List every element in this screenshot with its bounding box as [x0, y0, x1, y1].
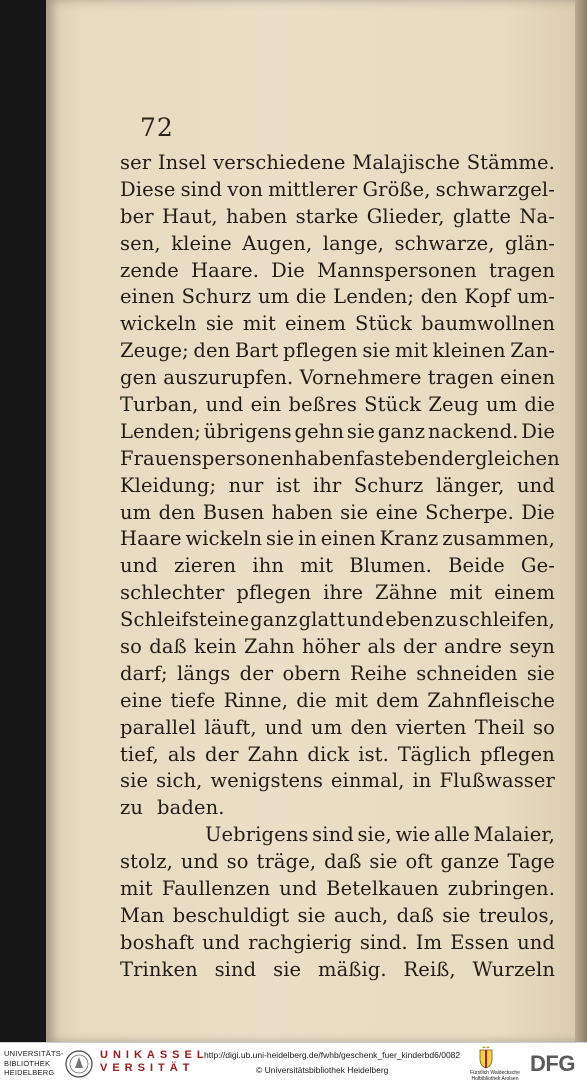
- word: andre: [444, 635, 503, 659]
- university-seal-icon: [64, 1047, 94, 1081]
- text-line: [120, 553, 555, 580]
- word: Stück: [364, 393, 422, 417]
- word: und: [517, 930, 555, 954]
- text-line: [120, 365, 555, 392]
- word: wenigstens: [210, 769, 323, 793]
- word: Trinken: [120, 957, 198, 981]
- word: zu: [120, 796, 144, 820]
- word: eine: [375, 500, 418, 524]
- text-line: [120, 419, 555, 446]
- text-line: [120, 903, 555, 930]
- word: Flußwasser: [439, 769, 555, 793]
- word: längs: [176, 661, 231, 685]
- word: Kranz: [379, 527, 439, 551]
- word: kleinen: [432, 339, 506, 363]
- arolsen-logo-line: Hofbibliothek Arolsen: [471, 1076, 519, 1082]
- heidelberg-logo-line: HEIDELBERG: [4, 1068, 55, 1077]
- word: ihre: [323, 581, 364, 605]
- word: Malaier,: [473, 823, 555, 847]
- word: eben: [392, 446, 442, 470]
- arolsen-library-logo[interactable]: [462, 1070, 528, 1082]
- word: den: [420, 285, 458, 309]
- word: Malajische: [352, 151, 461, 174]
- word: ist.: [358, 742, 389, 766]
- word: Die: [271, 258, 305, 282]
- word: Schurz: [181, 285, 252, 309]
- word: sie: [340, 500, 369, 524]
- text-line: [120, 580, 555, 607]
- word: Insel: [157, 151, 207, 174]
- word: zieren: [174, 554, 237, 578]
- word: oft: [405, 850, 433, 874]
- word: daß: [396, 903, 434, 927]
- page-text: [120, 150, 560, 984]
- arolsen-logo-line: Fürstlich Waldecksche: [470, 1070, 520, 1076]
- word: als: [367, 635, 396, 659]
- word: sie: [346, 419, 375, 443]
- text-line: [120, 231, 555, 258]
- text-line: [120, 661, 555, 688]
- dfg-logo[interactable]: DFG: [530, 1051, 575, 1076]
- copyright-notice: © Universitätsbibliothek Heidelberg: [256, 1065, 389, 1075]
- word: sich,: [156, 769, 203, 793]
- word: tief,: [120, 742, 159, 766]
- word: Beide: [448, 554, 505, 578]
- word: Rinne,: [223, 688, 288, 712]
- word: tragen: [489, 258, 555, 282]
- word: Frauenspersonen: [120, 446, 295, 470]
- word: den: [350, 715, 388, 739]
- word: Zeuge;: [120, 339, 189, 363]
- text-line: [120, 446, 560, 473]
- word: Haare.: [191, 258, 259, 282]
- text-line: [120, 150, 555, 177]
- text-line: [120, 822, 555, 849]
- word: schleifen,: [458, 608, 555, 632]
- word: tragen: [427, 366, 494, 390]
- text-line: [120, 607, 555, 634]
- word: und: [120, 554, 158, 578]
- word: die: [295, 285, 327, 309]
- word: wie: [395, 823, 431, 847]
- word: wickeln: [185, 527, 263, 551]
- word: träge,: [256, 850, 317, 874]
- word: Stück: [355, 312, 413, 336]
- word: Kleidung;: [120, 473, 217, 497]
- word: sind: [312, 823, 354, 847]
- text-line: [120, 795, 555, 822]
- word: sind: [214, 957, 257, 981]
- document-url-link[interactable]: http://digi.ub.uni-heidelberg.de/fwhb/geschenk_fuer_kinderbd6/0082: [204, 1050, 461, 1060]
- word: so: [533, 715, 555, 739]
- word: Faullenzen: [161, 877, 271, 901]
- word: boshaft: [120, 930, 195, 954]
- text-line: [120, 957, 555, 984]
- word: Betelkauen: [326, 877, 439, 901]
- word: die: [524, 393, 555, 417]
- page-edge: [575, 0, 587, 1042]
- text-line: [120, 258, 555, 285]
- word: fast: [355, 446, 393, 470]
- word: den: [158, 500, 196, 524]
- word: sie: [273, 957, 302, 981]
- word: Die: [521, 419, 555, 443]
- word: ser: [120, 151, 152, 174]
- text-line: [120, 688, 555, 715]
- word: Lenden;: [333, 285, 415, 309]
- word: tiefe: [170, 688, 216, 712]
- text-line: [120, 500, 555, 527]
- word: ganze: [440, 850, 500, 874]
- word: daß: [324, 850, 362, 874]
- word: Lenden;: [120, 419, 201, 443]
- kassel-university-logo[interactable]: [100, 1049, 209, 1081]
- text-line: [120, 284, 555, 311]
- word: sie: [526, 661, 555, 685]
- word: Glieder,: [366, 204, 445, 228]
- word: glatte: [452, 204, 512, 228]
- word: einen: [500, 366, 555, 390]
- text-line: [120, 742, 555, 769]
- word: Größe,: [362, 177, 431, 201]
- word: schwarze,: [394, 231, 495, 255]
- word: Schleifsteine: [120, 608, 250, 632]
- word: länger,: [435, 473, 505, 497]
- word: mit: [395, 339, 428, 363]
- word: sie: [362, 339, 391, 363]
- word: darf;: [120, 661, 168, 685]
- word: obern: [282, 661, 341, 685]
- word: höher: [301, 635, 361, 659]
- word: ihr: [312, 473, 342, 497]
- word: schlechter: [120, 581, 225, 605]
- word: Wurzeln: [472, 957, 555, 981]
- word: treulos,: [478, 903, 555, 927]
- word: schneiden: [416, 661, 518, 685]
- word: glän-: [505, 231, 555, 255]
- word: beschuldigt: [172, 903, 290, 927]
- word: haben: [271, 500, 333, 524]
- word: Augen,: [242, 231, 313, 255]
- word: sie: [266, 527, 295, 551]
- word: kleine: [171, 231, 232, 255]
- word: Kopf: [464, 285, 511, 309]
- word: lange,: [322, 231, 384, 255]
- kassel-logo-line: VERSITÄT: [100, 1062, 195, 1074]
- text-line: [120, 473, 555, 500]
- text-line: [120, 392, 555, 419]
- word: der: [239, 661, 274, 685]
- word: haben: [226, 204, 288, 228]
- word: Bart: [234, 339, 279, 363]
- word: Vornehmere: [299, 366, 422, 390]
- word: einmal,: [330, 769, 405, 793]
- word: verschiedene: [213, 151, 346, 174]
- word: sie,: [357, 823, 392, 847]
- word: sie: [120, 769, 149, 793]
- word: Tage: [507, 850, 555, 874]
- word: ihn: [252, 554, 285, 578]
- word: nur: [228, 473, 264, 497]
- word: pflegen: [236, 581, 312, 605]
- word: mäßig.: [318, 957, 387, 981]
- word: Täglich: [397, 742, 472, 766]
- text-line: [120, 930, 555, 957]
- word: sind: [180, 177, 223, 201]
- word: in: [297, 527, 317, 551]
- word: starke: [295, 204, 359, 228]
- text-line: [120, 876, 555, 903]
- word: mit: [335, 688, 368, 712]
- word: nackend.: [427, 419, 519, 443]
- heidelberg-logo-line: UNIVERSITÄTS-: [4, 1049, 64, 1058]
- word: Theil: [474, 715, 525, 739]
- word: einen: [320, 527, 376, 551]
- word: einen: [120, 285, 175, 309]
- word: Mannspersonen: [317, 258, 477, 282]
- word: ist: [275, 473, 301, 497]
- word: Diese: [120, 177, 176, 201]
- word: gehn: [294, 419, 345, 443]
- word: Reiß,: [403, 957, 456, 981]
- word: und: [346, 608, 385, 632]
- word: haben: [294, 446, 356, 470]
- word: Im: [415, 930, 443, 954]
- text-line: [120, 715, 555, 742]
- word: sie: [369, 850, 398, 874]
- word: parallel: [120, 715, 197, 739]
- text-line: [120, 526, 555, 553]
- word: der: [205, 742, 239, 766]
- text-line: [120, 177, 555, 204]
- word: mit: [449, 581, 483, 605]
- word: in: [412, 769, 432, 793]
- word: sie: [297, 903, 326, 927]
- word: sie: [442, 903, 471, 927]
- word: Uebrigens: [205, 823, 309, 847]
- word: alle: [433, 823, 470, 847]
- word: zende: [120, 258, 179, 282]
- word: von: [227, 177, 263, 201]
- word: übrigens: [203, 419, 292, 443]
- word: um: [120, 500, 152, 524]
- kassel-logo-line: UNIKASSEL: [100, 1049, 209, 1061]
- word: und: [279, 877, 318, 901]
- text-line: [120, 849, 555, 876]
- word: kein: [194, 635, 237, 659]
- word: zusammen,: [442, 527, 555, 551]
- word: stolz,: [120, 850, 173, 874]
- word: sind.: [359, 930, 408, 954]
- word: um: [311, 715, 343, 739]
- word: und: [205, 393, 244, 417]
- coat-of-arms-icon: [474, 1046, 498, 1070]
- word: Die: [521, 500, 555, 524]
- word: auszurupfen.: [163, 366, 294, 390]
- word: mittlerer: [268, 177, 358, 201]
- word: so: [120, 635, 142, 659]
- word: glatt: [298, 608, 346, 632]
- word: um: [257, 285, 290, 309]
- word: Turban,: [120, 393, 199, 417]
- word: so: [226, 850, 249, 874]
- word: dergleichen: [441, 446, 560, 470]
- word: der: [403, 635, 437, 659]
- word: eine: [120, 688, 163, 712]
- word: Zähne: [375, 581, 438, 605]
- word: mit: [300, 554, 334, 578]
- word: einem: [285, 312, 346, 336]
- word: Na-: [519, 204, 555, 228]
- word: ber: [120, 204, 154, 228]
- word: gen: [120, 366, 157, 390]
- word: sen,: [120, 231, 161, 255]
- word: Reihe: [349, 661, 408, 685]
- word: und: [517, 473, 555, 497]
- word: zubringen.: [447, 877, 555, 901]
- word: zu: [434, 608, 458, 632]
- word: pflegen: [282, 339, 358, 363]
- word: Zan-: [510, 339, 555, 363]
- word: dem: [376, 688, 419, 712]
- word: einem: [494, 581, 555, 605]
- word: mit: [120, 877, 153, 901]
- word: ganz: [377, 419, 426, 443]
- word: Schurz: [353, 473, 424, 497]
- text-line: [120, 768, 555, 795]
- word: ein: [250, 393, 282, 417]
- word: als: [167, 742, 197, 766]
- word: Zeug: [428, 393, 479, 417]
- word: und: [180, 850, 219, 874]
- word: seyn: [509, 635, 555, 659]
- page-number: 72: [140, 113, 174, 142]
- text-line: [120, 204, 555, 231]
- heidelberg-library-logo[interactable]: [4, 1049, 62, 1081]
- word: pflegen: [480, 742, 555, 766]
- word: Busen: [202, 500, 265, 524]
- word: rachgierig: [248, 930, 352, 954]
- word: sie: [205, 312, 234, 336]
- word: Man: [120, 903, 165, 927]
- word: die: [296, 688, 327, 712]
- word: baumwollnen: [421, 312, 555, 336]
- viewer-footer: [0, 1042, 587, 1085]
- word: beßres: [288, 393, 357, 417]
- word: Zahn: [247, 742, 299, 766]
- word: vierten: [395, 715, 467, 739]
- word: wickeln: [120, 312, 197, 336]
- word: eben: [385, 608, 434, 632]
- word: um-: [516, 285, 555, 309]
- word: Haut,: [161, 204, 218, 228]
- word: um: [486, 393, 518, 417]
- word: den: [193, 339, 231, 363]
- text-line: [120, 338, 555, 365]
- word: schwarzgel-: [435, 177, 555, 201]
- word: dick: [307, 742, 350, 766]
- word: daß: [149, 635, 187, 659]
- word: ganz: [250, 608, 298, 632]
- word: Scherpe.: [425, 500, 514, 524]
- word: Haare: [120, 527, 182, 551]
- word: Zahnfleische: [427, 688, 555, 712]
- word: Zahn: [243, 635, 295, 659]
- word: Blumen.: [349, 554, 432, 578]
- text-line: [120, 311, 555, 338]
- word: Ge-: [520, 554, 555, 578]
- word: Essen: [450, 930, 510, 954]
- word: mit: [243, 312, 276, 336]
- text-line: [120, 634, 555, 661]
- heidelberg-logo-line: BIBLIOTHEK: [4, 1058, 51, 1068]
- word: auch,: [333, 903, 389, 927]
- word: Stämme.: [466, 151, 555, 174]
- word: läuft,: [204, 715, 257, 739]
- word: und: [264, 715, 303, 739]
- word: baden.: [157, 796, 225, 820]
- word: und: [202, 930, 241, 954]
